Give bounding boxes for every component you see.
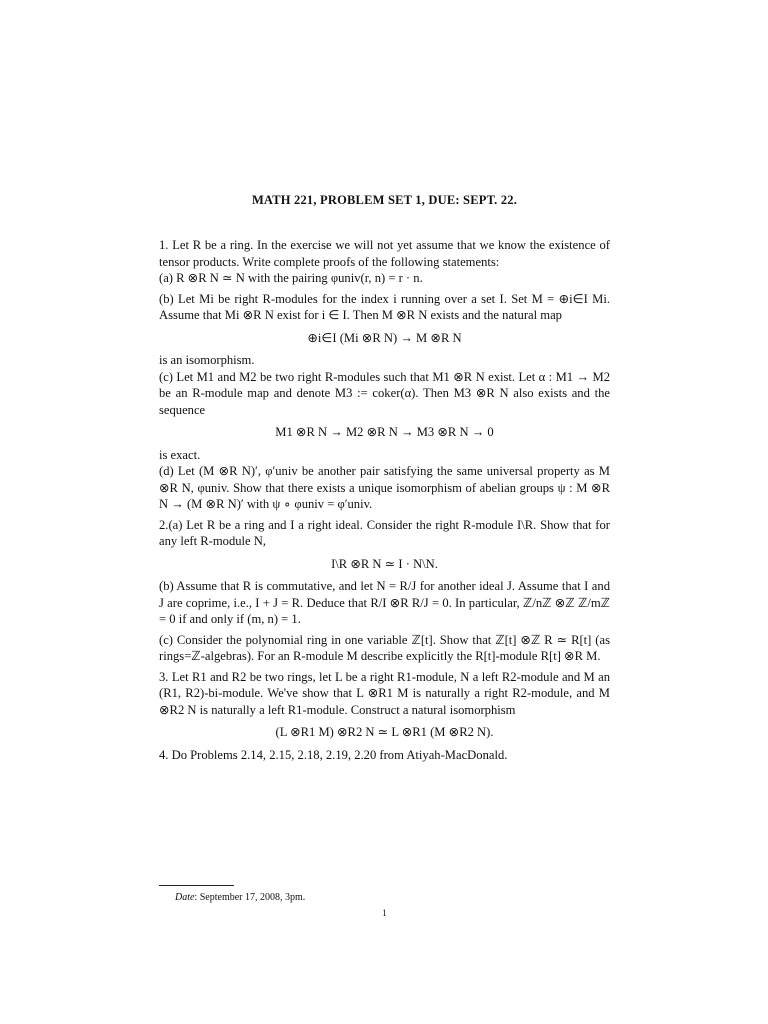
problem-3: 3. Let R1 and R2 be two rings, let L be a right R1-module, N a left R2-module and M an (R1, R2)-bi-module. We've show that L ⊗R1 M is naturally a right R2-module, and M ⊗R2 N is naturally a left R1-module. Construct a natural isomorphism [159,669,610,717]
problem-1a: (a) R ⊗R N ≃ N with the pairing φuniv(r, n) = r · n. [159,271,423,285]
problem-1-intro: 1. Let R be a ring. In the exercise we will not yet assume that we know the existence of tensor products. Write complete proofs of the following statements: [159,238,610,269]
page-title: MATH 221, PROBLEM SET 1, DUE: SEPT. 22. [251,193,518,207]
footnote-text: September 17, 2008, 3pm. [199,892,306,903]
problem-3-display-equation: (L ⊗R1 M) ⊗R2 N ≃ L ⊗R1 (M ⊗R2 N). [275,725,494,739]
problem-1b-conclusion: is an isomorphism. [159,353,255,367]
document-page [159,0,610,1024]
problem-2a: 2.(a) Let R be a ring and I a right ideal. Consider the right R-module I\R. Show that for any left R-module N, [159,517,610,548]
problem-1c-conclusion: is exact. [159,447,201,462]
problem-4: 4. Do Problems 2.14, 2.15, 2.18, 2.19, 2.20 from Atiyah-MacDonald. [159,747,508,762]
problem-1b: (b) Let Mi be right R-modules for the index i running over a set I. Set M = ⊕i∈I Mi. Assume that Mi ⊗R N exist for i ∈ I. Then M ⊗R N exists and the natural map [159,291,610,322]
problem-1d: (d) Let (M ⊗R N)′, φ′univ be another pair satisfying the same universal property as M ⊗R N, φuniv. Show that there exists a unique isomorphism of abelian groups ψ : M ⊗R N → (M ⊗R N)′ with ψ ∘ φuniv = φ′univ. [159,464,610,511]
problem-2a-display-equation: I\R ⊗R N ≃ I · N\N. [331,556,438,571]
problem-1c-display-equation: M1 ⊗R N → M2 ⊗R N → M3 ⊗R N → 0 [275,425,494,439]
footnote-separator: : [194,892,200,903]
page-number: 1 [382,908,387,918]
footnote-label: Date [175,892,195,903]
problem-set-body [159,237,610,763]
footnote-divider [159,885,234,886]
problem-2b: (b) Assume that R is commutative, and let N = R/J for another ideal J. Assume that I and J are coprime, i.e., I + J = R. Deduce that R/I ⊗R R/J = 0. In particular, ℤ/nℤ ⊗ℤ ℤ/mℤ = 0 if and only if (m, n) = 1. [159,579,610,626]
footnote [175,892,305,903]
problem-1c: (c) Let M1 and M2 be two right R-modules such that M1 ⊗R N exist. Let α : M1 → M2 be an R-module map and denote M3 := coker(α). Then M3 ⊗R N also exists and the sequence [159,369,610,417]
problem-1b-display-equation: ⊕i∈I (Mi ⊗R N) → M ⊗R N [307,330,462,345]
problem-2c: (c) Consider the polynomial ring in one variable ℤ[t]. Show that ℤ[t] ⊗ℤ R ≃ R[t] (as rings=ℤ-algebras). For an R-module M describe explicitly the R[t]-module R[t] ⊗R M. [159,632,610,663]
